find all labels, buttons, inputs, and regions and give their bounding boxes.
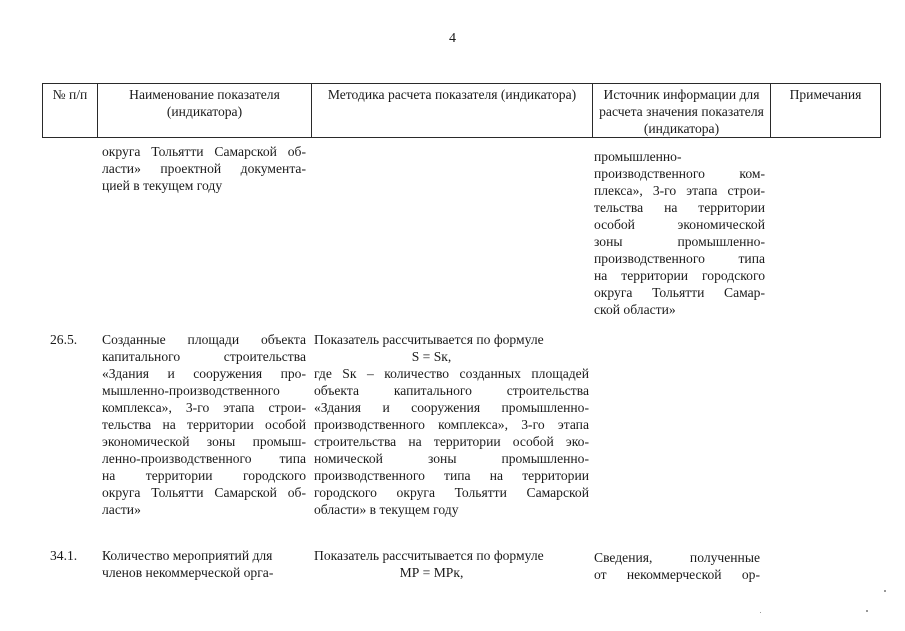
row3-name-line: Количество мероприятий для [102,548,273,563]
row2-method-line: области» в текущем году [314,502,459,517]
row1-source-line: зоны промышленно- [594,234,765,249]
row1-name-line: цией в текущем году [102,178,223,193]
row2-method-line: городского округа Тольятти Самарской [314,485,589,500]
row3-name-line: членов некоммерческой орга- [102,565,274,580]
row1-source-line: тельства на территории [594,200,765,215]
row2-method-line: производственного типа на территории [314,468,589,483]
row2-method-cell [314,331,589,518]
header-cell-notes [770,83,881,138]
row2-name-line: ласти» [102,502,141,517]
header-num-text: № п/п [52,87,88,102]
scan-speck [866,610,868,612]
row3-source-line: Сведения, полученные [594,550,760,565]
row1-source-line: на территории городского [594,268,765,283]
row3-name-cell [102,547,306,581]
header-cell-method [311,83,593,138]
row3-method-formula: МР = МРк, [399,565,464,580]
header-cell-name [97,83,312,138]
row2-name-line: комплекса», 3-го этапа строи- [102,400,306,415]
row2-name-line: капитального строительства [102,349,306,364]
row3-num-cell [50,547,96,564]
page-number: 4 [449,31,456,46]
row1-source-line: округа Тольятти Самар- [594,285,765,300]
row2-name-cell [102,331,306,518]
header-cell-num [42,83,98,138]
row2-num: 26.5. [50,332,78,347]
row2-name-line: ленно-производственного типа [102,451,306,466]
row2-method-line: строительства на территории особой эко- [314,434,589,449]
row1-source-cell [594,148,765,318]
row2-method-line: номической зоны промышленно- [314,451,589,466]
row3-source-line: от некоммерческой ор- [594,567,760,582]
header-notes-text: Примечания [789,87,862,102]
row1-name-line: ласти» проектной документа- [102,161,306,176]
row2-name-line: тельства на территории особой [102,417,306,432]
row1-source-line: производственного типа [594,251,765,266]
row2-method-line: где Sк – количество созданных площадей [314,366,589,381]
row1-name-line: округа Тольятти Самарской об- [102,144,306,159]
row2-name-line: Созданные площади объекта [102,332,306,347]
row1-source-line: ской области» [594,302,676,317]
row3-method-intro: Показатель рассчитывается по формуле [314,548,544,563]
row2-method-intro: Показатель рассчитывается по формуле [314,332,544,347]
scan-speck [760,612,761,613]
row2-name-line: на территории городского [102,468,306,483]
row3-num: 34.1. [50,548,78,563]
row1-source-line: промышленно- [594,149,682,164]
header-source-text: Источник информации для расчета значения показателя (индикатора) [599,87,764,136]
row3-source-cell [594,549,760,583]
scan-speck [884,590,886,592]
row2-name-line: округа Тольятти Самарской об- [102,485,306,500]
row2-method-line: объекта капитального строительства [314,383,589,398]
header-name-text: Наименование показателя (индикатора) [129,87,280,119]
row2-num-cell [50,331,96,348]
row3-method-cell [314,547,589,581]
row1-source-line: производственного ком- [594,166,765,181]
header-method-text: Методика расчета показателя (индикатора) [327,87,577,102]
row2-method-line: «Здания и сооружения промышленно- [314,400,589,415]
row2-name-line: экономической зоны промыш- [102,434,306,449]
row1-source-line: особой экономической [594,217,765,232]
row1-name-cell [102,143,306,194]
row2-method-line: производственного комплекса», 3-го этапа [314,417,589,432]
row1-source-line: плекса», 3-го этапа строи- [594,183,765,198]
row2-method-formula: S = Sк, [411,349,452,364]
row2-name-line: «Здания и сооружения про- [102,366,306,381]
header-cell-source [592,83,771,138]
row2-name-line: мышленно-производственного [102,383,280,398]
